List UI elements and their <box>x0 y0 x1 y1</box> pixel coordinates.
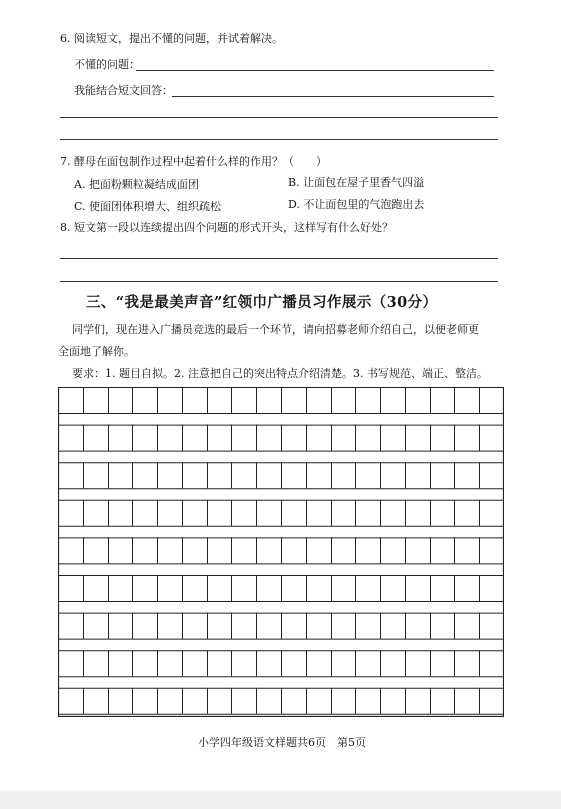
q6-answer-label: 我能结合短文回答： <box>74 84 173 97</box>
q8-answer-line-1 <box>60 258 498 259</box>
q7-option-b: B. 让面包在屋子里香气四溢 <box>288 176 425 189</box>
q6-title: 6. 阅读短文，提出不懂的问题，并试着解决。 <box>60 32 283 45</box>
scan-bottom-margin <box>0 791 561 809</box>
q7-option-c: C. 使面团体积增大、组织疏松 <box>74 200 222 213</box>
q7-option-d: D. 不让面包里的气泡跑出去 <box>288 198 425 211</box>
section3-requirement: 要求：1. 题目自拟。2. 注意把自己的突出特点介绍清楚。3. 书写规范、端正、整洁。 <box>72 367 488 380</box>
q8-title: 8. 短文第一段以连续提出四个问题的形式开头，这样写有什么好处？ <box>60 221 393 234</box>
q7-title: 7. 酵母在面包制作过程中起着什么样的作用？（ ） <box>60 155 327 168</box>
section3-intro-line-1: 同学们，现在进入广播员竞选的最后一个环节，请向招募老师介绍自己，以便老师更 <box>72 323 479 336</box>
q6-answer-line-3 <box>60 139 498 140</box>
q6-answer-line-2 <box>60 117 498 118</box>
q8-answer-line-2 <box>60 281 498 282</box>
q6-question-line <box>136 70 494 71</box>
section3-title: 三、“我是最美声音”红领巾广播员习作展示（30分） <box>86 294 438 311</box>
q7-option-a: A. 把面粉颗粒凝结成面团 <box>74 178 199 191</box>
q6-question-label: 不懂的问题： <box>74 58 140 71</box>
section3-intro-line-2: 全面地了解你。 <box>58 345 135 358</box>
q6-answer-line-1 <box>172 96 494 97</box>
composition-grid[interactable] <box>58 387 504 717</box>
page-footer: 小学四年级语文样题共6页 第5页 <box>198 736 366 749</box>
composition-grid-svg <box>58 387 504 717</box>
